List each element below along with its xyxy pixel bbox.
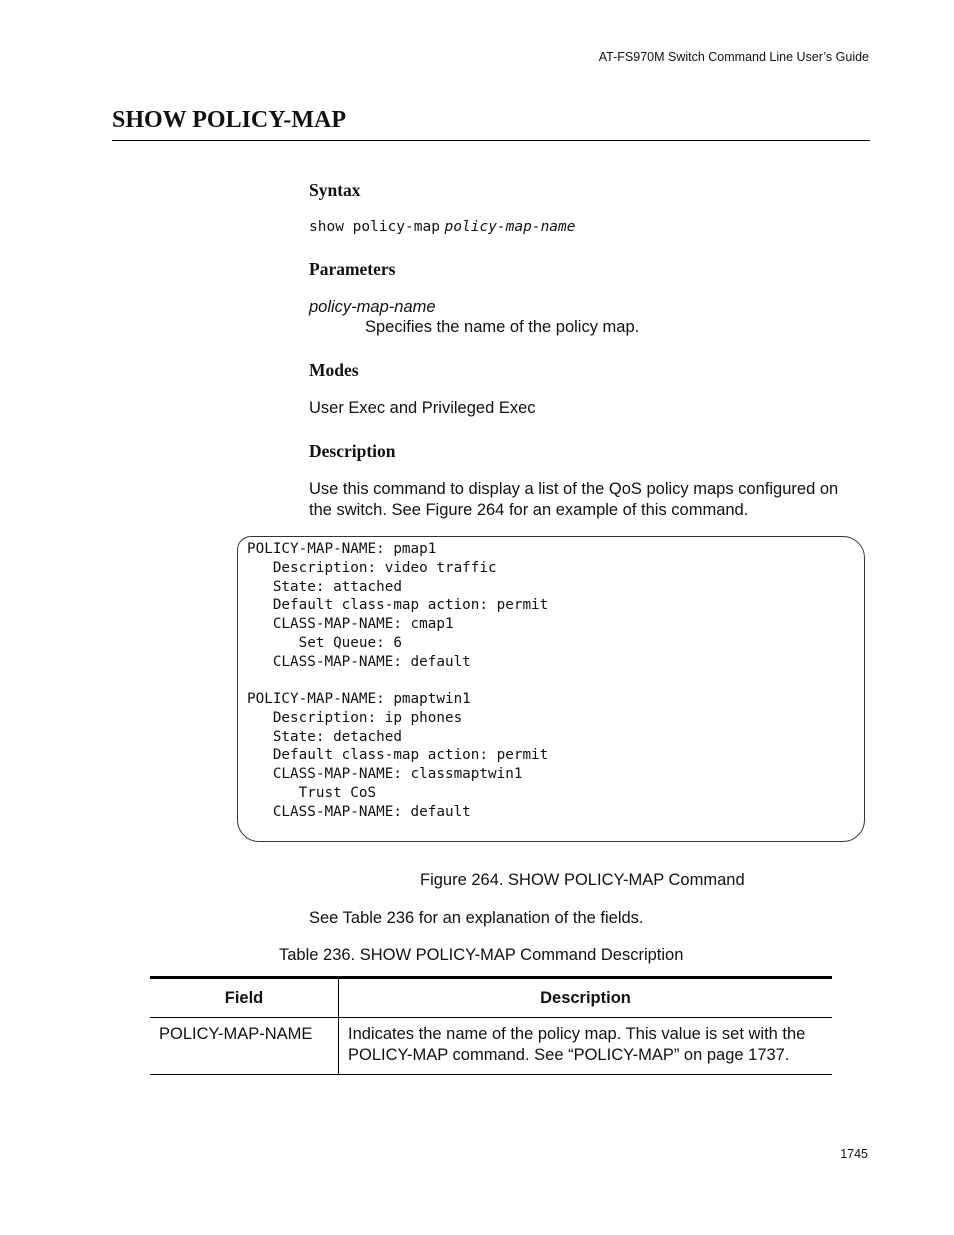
table-header-row <box>150 978 832 1018</box>
table-header-field: Field <box>150 978 339 1018</box>
page-number: 1745 <box>840 1147 868 1161</box>
see-table-text: See Table 236 for an explanation of the fields. <box>309 909 644 927</box>
parameters-heading: Parameters <box>309 259 396 279</box>
output-line: Description: video traffic <box>247 559 497 576</box>
parameter-name: policy-map-name <box>309 298 436 316</box>
page-title: SHOW POLICY-MAP <box>112 107 347 133</box>
figure-caption: Figure 264. SHOW POLICY-MAP Command <box>420 871 745 889</box>
table-caption: Table 236. SHOW POLICY-MAP Command Description <box>279 946 684 964</box>
output-line: CLASS-MAP-NAME: default <box>247 653 471 670</box>
output-line: State: detached <box>247 728 402 745</box>
syntax-heading: Syntax <box>309 180 361 200</box>
syntax-command: show policy-map <box>309 219 440 235</box>
output-line: POLICY-MAP-NAME: pmap1 <box>247 541 437 557</box>
description-line: Use this command to display a list of the QoS policy maps configured on <box>309 480 839 498</box>
output-line: Description: ip phones <box>247 709 463 726</box>
command-output <box>247 540 548 821</box>
syntax-argument: policy-map-name <box>444 219 576 235</box>
output-line: Trust CoS <box>247 784 377 801</box>
description-text <box>309 479 838 521</box>
output-line: Default class-map action: permit <box>247 597 549 614</box>
syntax-line <box>309 216 576 238</box>
output-line: POLICY-MAP-NAME: pmaptwin1 <box>247 691 471 707</box>
fields-table <box>150 976 832 1075</box>
modes-text: User Exec and Privileged Exec <box>309 399 536 417</box>
output-line: CLASS-MAP-NAME: default <box>247 803 471 820</box>
output-line: Set Queue: 6 <box>247 634 402 651</box>
description-line: the switch. See Figure 264 for an example of this command. <box>309 501 749 519</box>
table-header-description: Description <box>339 978 833 1018</box>
description-cell-line: Indicates the name of the policy map. This value is set with the <box>348 1025 806 1043</box>
running-header: AT-FS970M Switch Command Line User’s Guide <box>598 50 869 64</box>
description-heading: Description <box>309 441 396 461</box>
output-line: Default class-map action: permit <box>247 747 549 764</box>
table-cell-field: POLICY-MAP-NAME <box>150 1018 339 1075</box>
parameter-description: Specifies the name of the policy map. <box>365 318 640 336</box>
table-cell-description <box>339 1018 833 1075</box>
output-line: State: attached <box>247 578 402 595</box>
modes-heading: Modes <box>309 360 359 380</box>
output-line: CLASS-MAP-NAME: cmap1 <box>247 616 454 632</box>
output-line: CLASS-MAP-NAME: classmaptwin1 <box>247 766 523 782</box>
table-row <box>150 1018 832 1075</box>
title-rule <box>112 140 870 141</box>
description-cell-line: POLICY-MAP command. See “POLICY-MAP” on page 1737. <box>348 1046 790 1064</box>
